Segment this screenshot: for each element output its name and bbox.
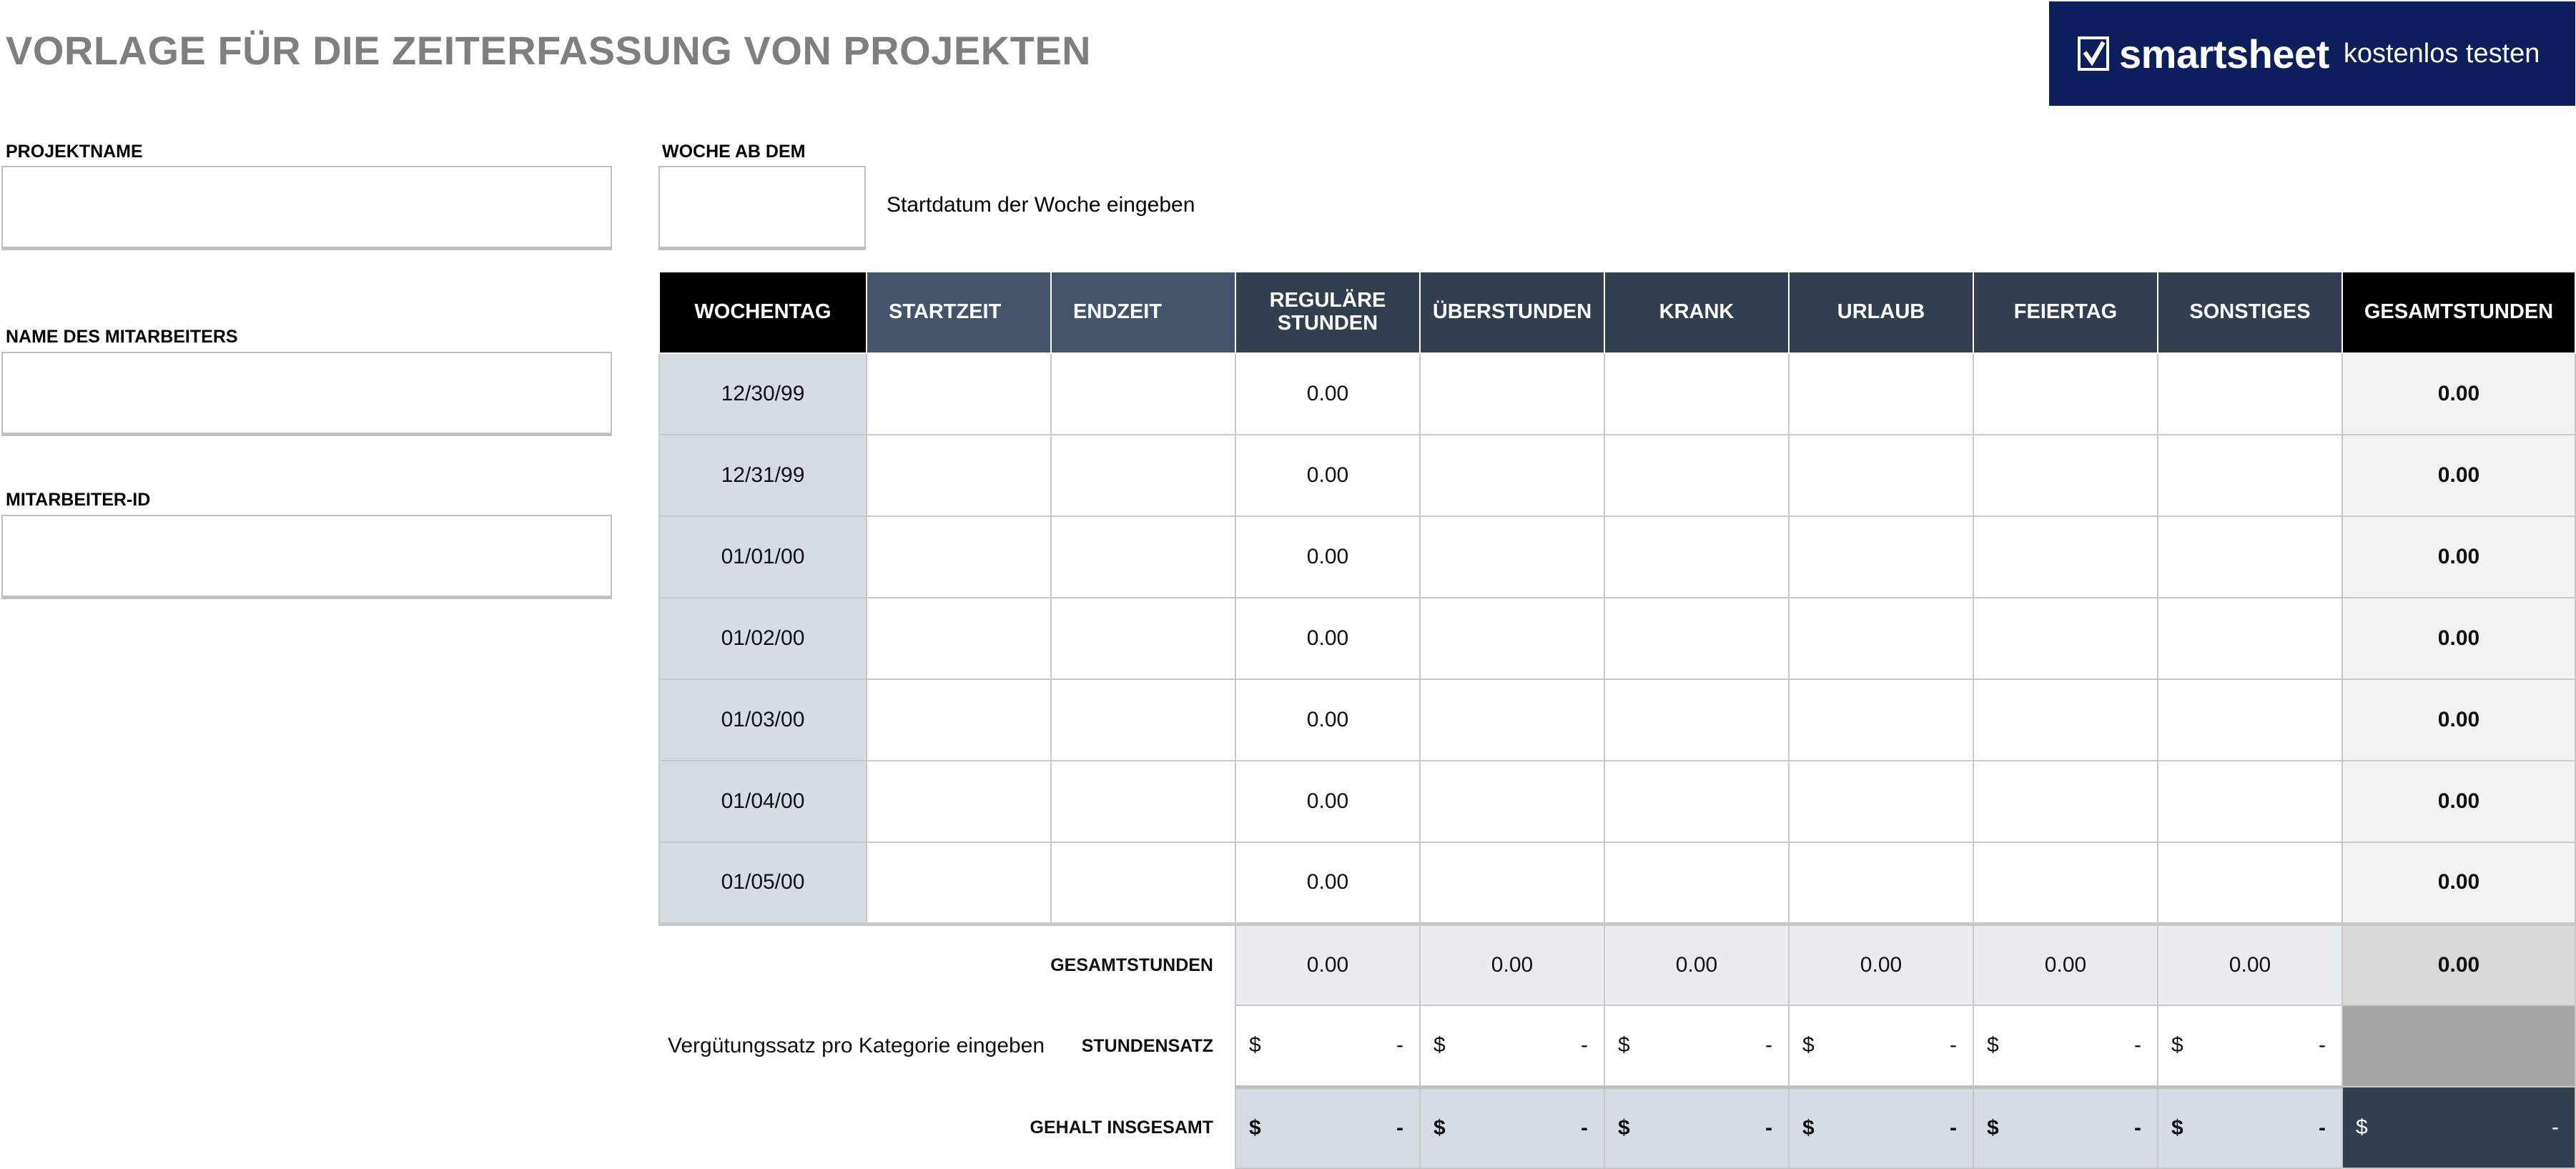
totals-row [659, 924, 2575, 1005]
holiday-cell[interactable] [1973, 761, 2158, 842]
other-cell[interactable] [2158, 435, 2342, 516]
pay-other: $ - [2158, 1087, 2342, 1168]
other-cell[interactable] [2158, 679, 2342, 761]
hourly-rate-label-cell [659, 1005, 1235, 1087]
overtime-cell[interactable] [1420, 435, 1604, 516]
regular-hours-cell[interactable]: 0.00 [1235, 353, 1420, 435]
regular-hours-cell[interactable]: 0.00 [1235, 761, 1420, 842]
row-total-cell: 0.00 [2342, 435, 2575, 516]
overtime-cell[interactable] [1420, 598, 1604, 679]
vacation-cell[interactable] [1789, 761, 1973, 842]
sick-cell[interactable] [1604, 353, 1789, 435]
pay-grand-total: $ - [2342, 1087, 2575, 1168]
overtime-cell[interactable] [1420, 516, 1604, 598]
vacation-cell[interactable] [1789, 516, 1973, 598]
header-other: SONSTIGES [2158, 272, 2342, 353]
vacation-cell[interactable] [1789, 679, 1973, 761]
vacation-cell[interactable] [1789, 435, 1973, 516]
sick-cell[interactable] [1604, 435, 1789, 516]
rate-holiday-input[interactable]: $ - [1973, 1005, 2158, 1087]
end-time-cell[interactable] [1051, 842, 1235, 924]
header-end-time: ENDZEIT [1051, 272, 1235, 353]
employee-name-label: NAME DES MITARBEITERS [6, 327, 238, 347]
weekday-date: 01/02/00 [659, 598, 867, 679]
table-row [659, 516, 2575, 598]
start-time-cell[interactable] [867, 353, 1051, 435]
sick-cell[interactable] [1604, 761, 1789, 842]
weekday-date: 12/30/99 [659, 353, 867, 435]
regular-hours-cell[interactable]: 0.00 [1235, 435, 1420, 516]
total-pay-label: GEHALT INSGESAMT [1030, 1117, 1213, 1138]
employee-name-input[interactable] [1, 352, 612, 436]
holiday-cell[interactable] [1973, 353, 2158, 435]
weekday-date: 12/31/99 [659, 435, 867, 516]
holiday-cell[interactable] [1973, 842, 2158, 924]
total-pay-row [659, 1087, 2575, 1168]
start-time-cell[interactable] [867, 516, 1051, 598]
holiday-cell[interactable] [1973, 435, 2158, 516]
grand-total-hours: 0.00 [2342, 924, 2575, 1005]
end-time-cell[interactable] [1051, 435, 1235, 516]
total-regular: 0.00 [1235, 924, 1420, 1005]
pay-overtime: $ - [1420, 1087, 1604, 1168]
other-cell[interactable] [2158, 761, 2342, 842]
overtime-cell[interactable] [1420, 353, 1604, 435]
pay-holiday: $ - [1973, 1087, 2158, 1168]
end-time-cell[interactable] [1051, 761, 1235, 842]
total-other: 0.00 [2158, 924, 2342, 1005]
hourly-rate-label: STUNDENSATZ [1081, 1035, 1213, 1056]
hourly-rate-row [659, 1005, 2575, 1087]
header-overtime: ÜBERSTUNDEN [1420, 272, 1604, 353]
row-total-cell: 0.00 [2342, 679, 2575, 761]
start-time-cell[interactable] [867, 598, 1051, 679]
holiday-cell[interactable] [1973, 679, 2158, 761]
regular-hours-cell[interactable]: 0.00 [1235, 679, 1420, 761]
pay-sick: $ - [1604, 1087, 1789, 1168]
rate-sick-input[interactable]: $ - [1604, 1005, 1789, 1087]
smartsheet-trial-banner[interactable] [2049, 1, 2575, 106]
holiday-cell[interactable] [1973, 598, 2158, 679]
table-row [659, 679, 2575, 761]
holiday-cell[interactable] [1973, 516, 2158, 598]
header-row [659, 272, 2575, 353]
free-trial-link[interactable]: kostenlos testen [2343, 38, 2540, 69]
overtime-cell[interactable] [1420, 842, 1604, 924]
overtime-cell[interactable] [1420, 761, 1604, 842]
table-row [659, 353, 2575, 435]
weekday-date: 01/05/00 [659, 842, 867, 924]
row-total-cell: 0.00 [2342, 353, 2575, 435]
header-sick: KRANK [1604, 272, 1789, 353]
page-title: VORLAGE FÜR DIE ZEITERFASSUNG VON PROJEKTEN [6, 28, 1092, 73]
project-name-label: PROJEKTNAME [6, 142, 143, 162]
start-time-cell[interactable] [867, 842, 1051, 924]
brand-name: smartsheet [2119, 31, 2329, 77]
other-cell[interactable] [2158, 842, 2342, 924]
row-total-cell: 0.00 [2342, 761, 2575, 842]
rate-vacation-input[interactable]: $ - [1789, 1005, 1973, 1087]
end-time-cell[interactable] [1051, 598, 1235, 679]
pay-regular: $ - [1235, 1087, 1420, 1168]
row-total-cell: 0.00 [2342, 516, 2575, 598]
rate-regular-input[interactable]: $ - [1235, 1005, 1420, 1087]
table-row [659, 435, 2575, 516]
week-start-input[interactable] [658, 166, 866, 250]
weekday-date: 01/04/00 [659, 761, 867, 842]
employee-id-label: MITARBEITER-ID [6, 490, 151, 510]
sick-cell[interactable] [1604, 842, 1789, 924]
totals-label: GESAMTSTUNDEN [1050, 955, 1213, 975]
weekday-date: 01/01/00 [659, 516, 867, 598]
other-cell[interactable] [2158, 516, 2342, 598]
regular-hours-cell[interactable]: 0.00 [1235, 516, 1420, 598]
rate-overtime-input[interactable]: $ - [1420, 1005, 1604, 1087]
sick-cell[interactable] [1604, 598, 1789, 679]
start-time-cell[interactable] [867, 761, 1051, 842]
week-start-hint: Startdatum der Woche eingeben [887, 193, 1195, 217]
rate-total-placeholder [2342, 1005, 2575, 1087]
end-time-cell[interactable] [1051, 679, 1235, 761]
row-total-cell: 0.00 [2342, 842, 2575, 924]
project-name-input[interactable] [1, 166, 612, 250]
week-start-label: WOCHE AB DEM [662, 142, 806, 162]
total-vacation: 0.00 [1789, 924, 1973, 1005]
header-start-time: STARTZEIT [867, 272, 1051, 353]
total-sick: 0.00 [1604, 924, 1789, 1005]
regular-hours-cell[interactable]: 0.00 [1235, 598, 1420, 679]
weekday-date: 01/03/00 [659, 679, 867, 761]
overtime-cell[interactable] [1420, 679, 1604, 761]
header-vacation: URLAUB [1789, 272, 1973, 353]
start-time-cell[interactable] [867, 435, 1051, 516]
header-holiday: FEIERTAG [1973, 272, 2158, 353]
rate-other-input[interactable]: $ - [2158, 1005, 2342, 1087]
end-time-cell[interactable] [1051, 516, 1235, 598]
pay-vacation: $ - [1789, 1087, 1973, 1168]
other-cell[interactable] [2158, 598, 2342, 679]
vacation-cell[interactable] [1789, 842, 1973, 924]
regular-hours-cell[interactable]: 0.00 [1235, 842, 1420, 924]
smartsheet-logo-icon [2078, 35, 2109, 72]
end-time-cell[interactable] [1051, 353, 1235, 435]
timesheet-table [658, 271, 2576, 1169]
employee-id-input[interactable] [1, 515, 612, 599]
table-row [659, 842, 2575, 924]
table-row [659, 598, 2575, 679]
sick-cell[interactable] [1604, 679, 1789, 761]
vacation-cell[interactable] [1789, 598, 1973, 679]
other-cell[interactable] [2158, 353, 2342, 435]
sick-cell[interactable] [1604, 516, 1789, 598]
row-total-cell: 0.00 [2342, 598, 2575, 679]
header-weekday: WOCHENTAG [659, 272, 867, 353]
total-overtime: 0.00 [1420, 924, 1604, 1005]
total-holiday: 0.00 [1973, 924, 2158, 1005]
header-regular-hours: REGULÄRE STUNDEN [1235, 272, 1420, 353]
start-time-cell[interactable] [867, 679, 1051, 761]
rate-hint: Vergütungssatz pro Kategorie eingeben [668, 1034, 1045, 1057]
header-total-hours: GESAMTSTUNDEN [2342, 272, 2575, 353]
vacation-cell[interactable] [1789, 353, 1973, 435]
table-row [659, 761, 2575, 842]
